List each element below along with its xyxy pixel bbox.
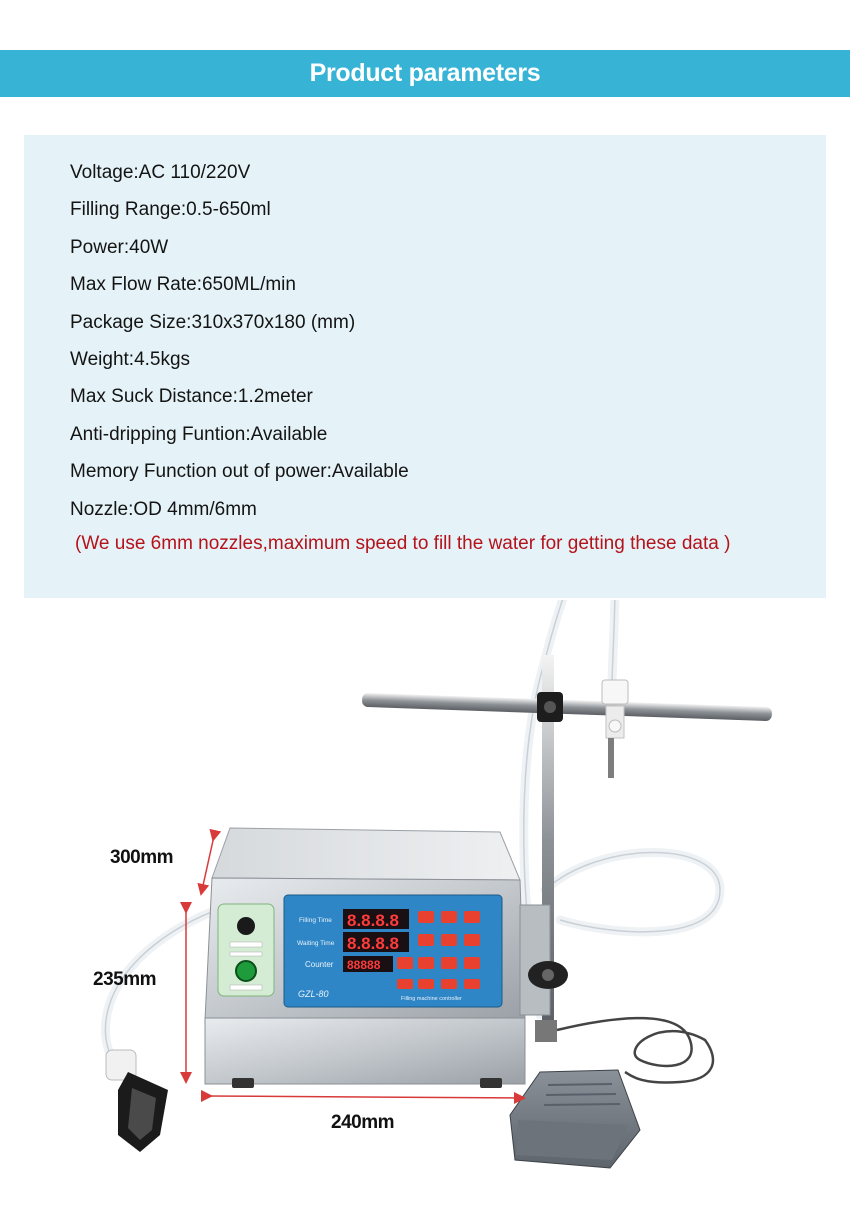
key-button[interactable]: [441, 979, 457, 989]
spec-weight: Weight:4.5kgs: [70, 348, 191, 370]
power-switch[interactable]: [236, 961, 256, 981]
inlet-filter: [106, 1050, 168, 1152]
key-button[interactable]: [441, 911, 457, 923]
spec-filling-range: Filling Range:0.5-650ml: [70, 199, 271, 221]
spec-list: [70, 159, 409, 533]
spec-max-flow-rate: Max Flow Rate:650ML/min: [70, 274, 296, 296]
spec-nozzle: Nozzle:OD 4mm/6mm: [70, 498, 257, 520]
waiting-time-display: 8.8.8.8: [347, 934, 399, 953]
key-button[interactable]: [464, 957, 480, 969]
side-tube: [545, 853, 720, 932]
spec-panel: [24, 135, 826, 598]
product-photo: [0, 600, 850, 1220]
key-button[interactable]: [441, 957, 457, 969]
key-button[interactable]: [418, 911, 434, 923]
spec-max-suck-distance: Max Suck Distance:1.2meter: [70, 386, 313, 408]
key-button[interactable]: [418, 957, 434, 969]
spec-power: Power:40W: [70, 236, 169, 258]
filling-time-label: Filling Time: [299, 917, 332, 924]
control-panel: [284, 895, 502, 1007]
width-dimension-label: 240mm: [331, 1112, 394, 1133]
foot-pedal[interactable]: [510, 1070, 640, 1168]
key-button[interactable]: [397, 957, 413, 969]
waiting-time-label: Waiting Time: [297, 940, 335, 947]
key-button[interactable]: [464, 911, 480, 923]
key-button[interactable]: [464, 979, 480, 989]
controller-label: Filling machine controller: [401, 996, 462, 1002]
key-button[interactable]: [464, 934, 480, 946]
knob-panel: [218, 904, 274, 996]
counter-label: Counter: [305, 960, 334, 969]
model-label: GZL-80: [298, 989, 329, 999]
width-arrow: [207, 1096, 520, 1098]
nozzle: [602, 680, 628, 778]
spec-package-size: Package Size:310x370x180 (mm): [70, 311, 356, 333]
cross-bar: [362, 693, 772, 721]
section-title: Product parameters: [309, 59, 541, 87]
counter-display: 88888: [347, 958, 381, 972]
height-dimension-label: 235mm: [93, 969, 156, 990]
key-button[interactable]: [418, 934, 434, 946]
spec-voltage: Voltage:AC 110/220V: [70, 162, 251, 183]
spec-memory-function: Memory Function out of power:Available: [70, 461, 409, 483]
key-button[interactable]: [418, 979, 434, 989]
spec-anti-dripping: Anti-dripping Funtion:Available: [70, 423, 328, 445]
key-button[interactable]: [441, 934, 457, 946]
filling-time-display: 8.8.8.8: [347, 911, 399, 930]
key-button[interactable]: [397, 979, 413, 989]
depth-dimension-label: 300mm: [110, 847, 173, 868]
speed-knob[interactable]: [237, 917, 255, 935]
spec-note: (We use 6mm nozzles,maximum speed to fill the water for getting these data ): [75, 533, 731, 554]
section-header: [0, 50, 850, 97]
